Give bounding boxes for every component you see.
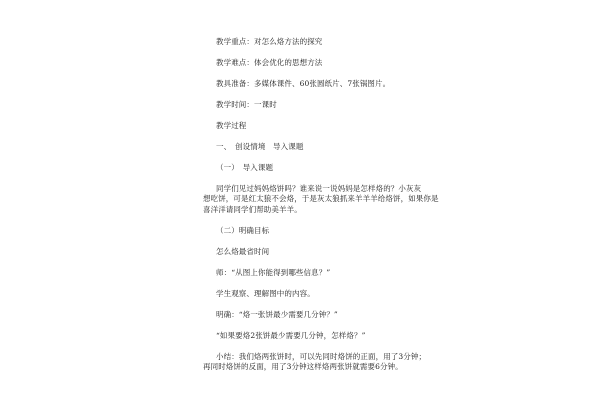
subsection-two-heading: （二）明确目标 (216, 225, 270, 235)
paragraph-line: 小结：我们烙两张饼时，可以先同时烙饼的正面，用了3分钟； (216, 351, 427, 361)
paragraph-line: 怎么烙最省时间 (216, 247, 270, 257)
paragraph-line: 同学们见过妈妈烙饼吗？谁来说一说妈妈是怎样烙的？小灰灰 (216, 183, 422, 193)
materials-line: 教具准备：多媒体课件、60张圆纸片、7张锅图片。 (216, 78, 391, 88)
paragraph-line: 明确：“烙一张饼最少需要几分钟？” (216, 309, 338, 319)
paragraph-line: 学生观察、理解图中的内容。 (216, 289, 315, 298)
section-one-heading: 一、 创设情境 导入课题 (216, 142, 304, 152)
paragraph-line: 师：“从图上你能得到哪些信息？” (216, 268, 331, 278)
process-heading: 教学过程 (216, 121, 247, 131)
paragraph-line: 想吃饼，可是红太狼不会烙，于是灰太狼抓来羊羊羊给烙饼，如果你是 (203, 194, 439, 204)
paragraph-line: 喜洋洋请同学们帮助美羊羊。 (203, 204, 302, 214)
time-line: 教学时间：一课时 (216, 99, 277, 109)
difficult-point-line: 教学难点：体会优化的思想方法 (216, 57, 323, 67)
paragraph-line: 再同时烙饼的反面，用了3分钟这样烙两张饼就需要6分钟。 (203, 362, 403, 371)
subsection-one-heading: （一） 导入课题 (216, 163, 274, 172)
paragraph-line: “如果要烙2张饼最少需要几分钟，怎样烙？” (216, 330, 366, 340)
key-point-line: 教学重点：对怎么烙方法的探究 (216, 37, 323, 46)
